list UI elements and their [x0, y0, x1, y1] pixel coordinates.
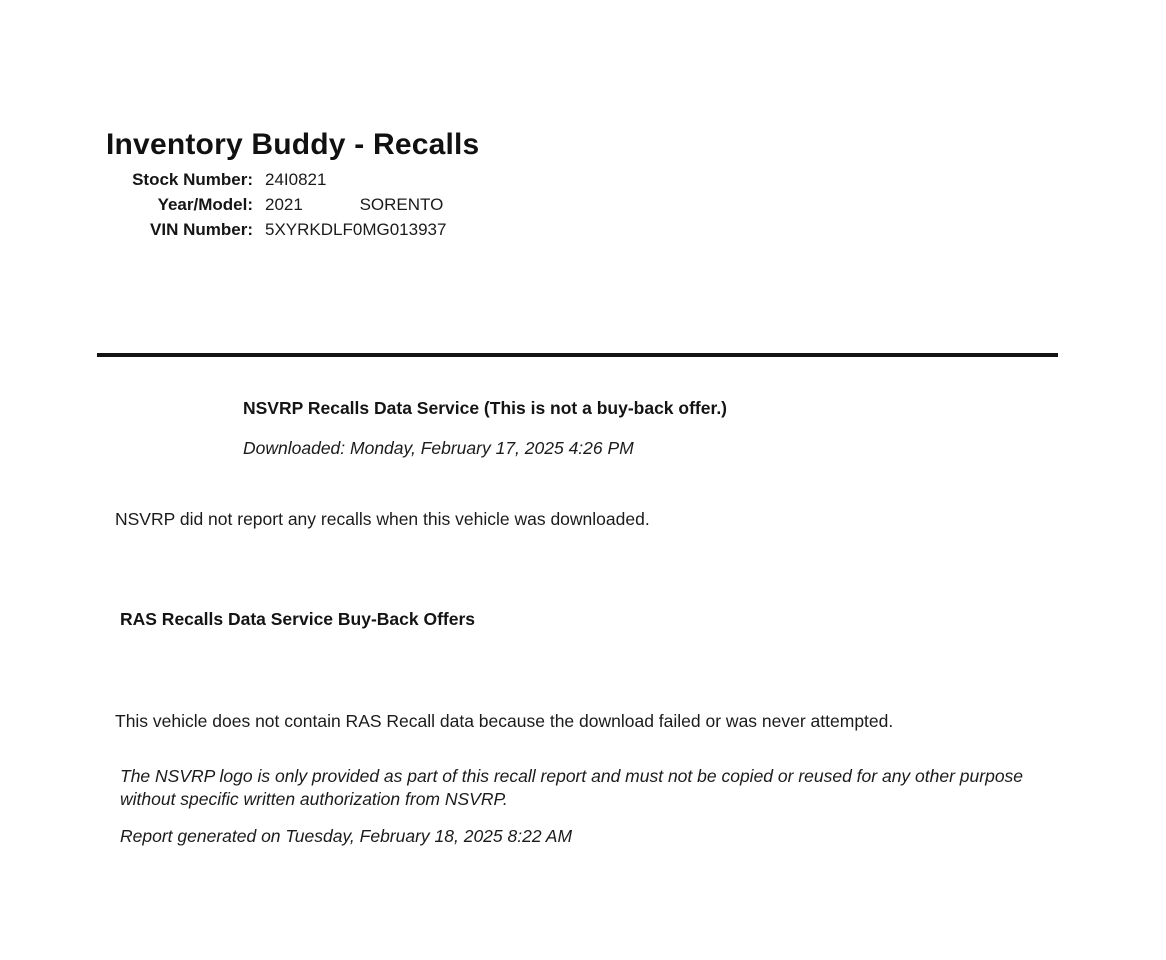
nsvrp-status-text: NSVRP did not report any recalls when this vehicle was downloaded.: [115, 509, 650, 529]
nsvrp-downloaded-timestamp: Downloaded: Monday, February 17, 2025 4:26 PM: [243, 438, 634, 458]
vin-number-label: VIN Number:: [150, 220, 253, 239]
vin-text: 5XYRKDLF0MG013937: [265, 220, 447, 239]
ras-section-heading: RAS Recalls Data Service Buy-Back Offers: [120, 609, 476, 629]
stock-number-text: 24I0821: [265, 170, 327, 189]
report-generated-timestamp: Report generated on Tuesday, February 18, 2025 8:22 AM: [120, 826, 573, 846]
model-text: SORENTO: [359, 195, 444, 214]
horizontal-divider: [97, 353, 1058, 357]
nsvrp-section-heading: NSVRP Recalls Data Service (This is not a buy-back offer.): [243, 398, 728, 418]
year-text: 2021: [265, 195, 303, 214]
nsvrp-logo-disclaimer: The NSVRP logo is only provided as part of this recall report and must not be copied or reused for any other purpose without specific written authorization from NSVRP.: [120, 766, 1024, 809]
year-model-row: [0, 195, 446, 220]
ras-status-text: This vehicle does not contain RAS Recall data because the download failed or was never attempted.: [115, 711, 894, 731]
stock-number-value: [265, 170, 326, 190]
vehicle-info-table: [0, 170, 446, 245]
vin-number-row: [0, 220, 446, 245]
stock-number-label: Stock Number:: [132, 170, 253, 189]
year-model-label: Year/Model:: [157, 195, 253, 214]
year-model-value: [265, 195, 443, 215]
vin-number-value: [265, 220, 446, 240]
page-title: Inventory Buddy - Recalls: [106, 128, 480, 161]
stock-number-row: [0, 170, 446, 195]
